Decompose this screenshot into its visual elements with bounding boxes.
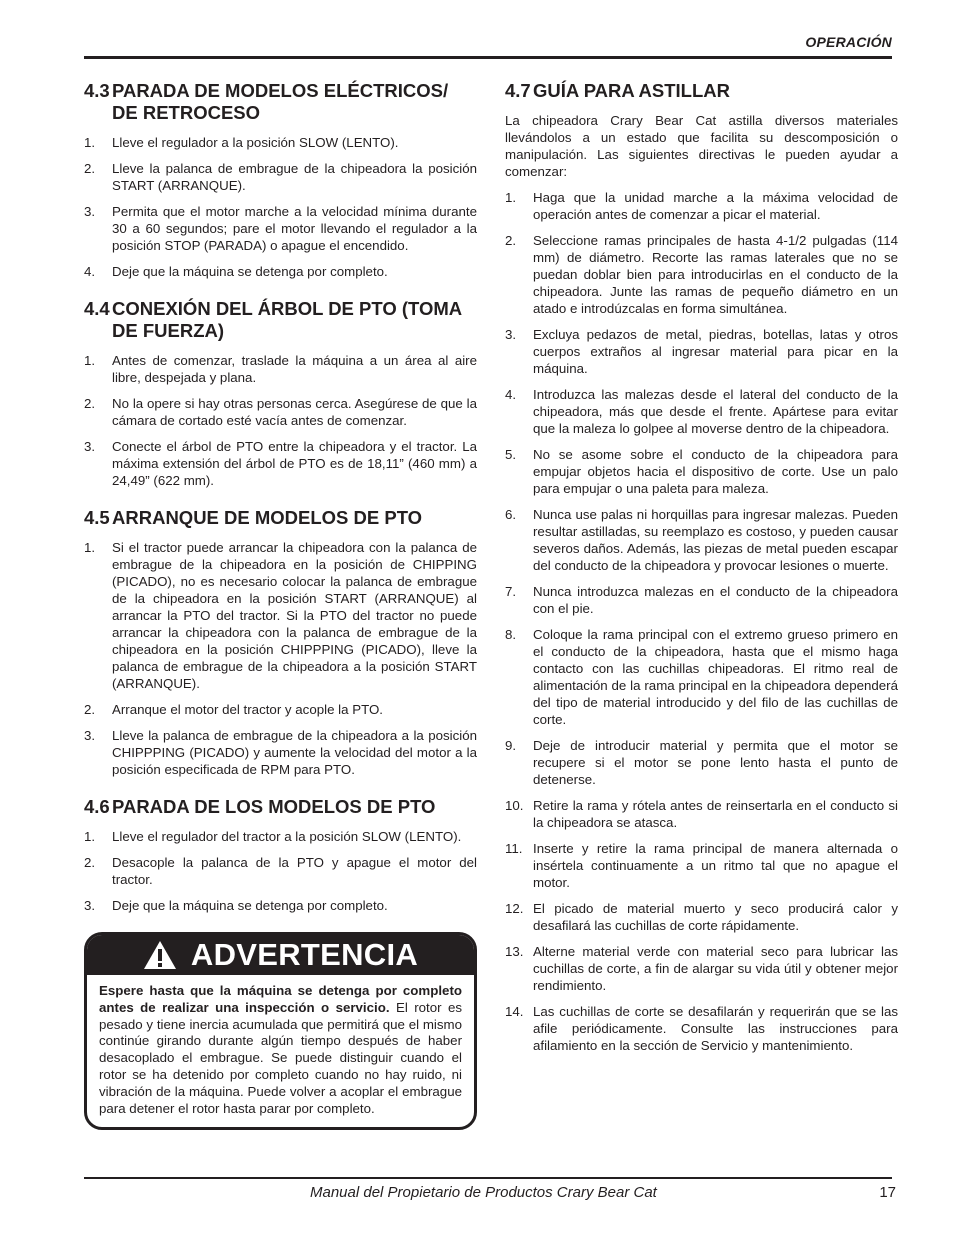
- list-item: [84, 854, 477, 888]
- item-number: 3.: [84, 439, 96, 454]
- item-text: Coloque la rama principal con el extremo grueso primero en el conducto de la chipeadora, hasta que el mismo haga contacto con las cuchillas chipeadoras. El ritmo real de alimentación de la rama principal en la chipeadora dependerá del tipo de material introducido y del filo de las cuchillas de corte.: [533, 627, 898, 727]
- section-number: 4.4: [84, 298, 110, 319]
- item-text: Excluya pedazos de metal, piedras, botellas, latas y otros cuerpos extraños al ingresar material para picar en la máquina.: [533, 327, 898, 376]
- list-item: [505, 737, 898, 788]
- list-item: [505, 900, 898, 934]
- list-item: [505, 232, 898, 317]
- item-text: Arranque el motor del tractor y acople la PTO.: [112, 702, 383, 717]
- item-text: Alterne material verde con material seco para lubricar las cuchillas de corte, a fin de alargar su vida útil y obtener mejor rendimiento.: [533, 944, 898, 993]
- item-text: Lleve el regulador del tractor a la posición SLOW (LENTO).: [112, 829, 462, 844]
- item-text: Si el tractor puede arrancar la chipeadora con la palanca de embrague de la chipeadora en la posición de CHIPPING (PICADO), no es necesario colocar la palanca de embrague de la chipeadora en la posición START (ARRANQUE) al arrancar la PTO del tractor. Si la PTO del tractor no puede arrancar la chipeadora con la palanca de embrague de la chipeadora en la posición CHIPPPING (PICADO), lleve la palanca de embrague de la chipeadora a la posición START (ARRANQUE).: [112, 540, 477, 691]
- step-list: [84, 352, 477, 489]
- item-number: 9.: [505, 738, 517, 753]
- item-number: 11.: [505, 841, 523, 856]
- item-text: Permita que el motor marche a la velocidad mínima durante 30 a 60 segundos; pare el motor llevando el regulador a la posición STOP (PARADA) o apague el encendido.: [112, 204, 477, 253]
- section-title: PARADA DE LOS MODELOS DE PTO: [112, 796, 436, 817]
- item-number: 2.: [84, 855, 96, 870]
- list-item: [505, 446, 898, 497]
- section-number: 4.5: [84, 507, 110, 528]
- item-number: 1.: [84, 135, 96, 150]
- section-4-7: [505, 80, 898, 1054]
- item-number: 1.: [505, 190, 517, 205]
- chipping-guide-list: [505, 189, 898, 1054]
- section-number: 4.7: [505, 80, 531, 101]
- item-number: 1.: [84, 540, 96, 555]
- list-item: [505, 626, 898, 728]
- item-number: 3.: [84, 898, 96, 913]
- item-text: Lleve el regulador a la posición SLOW (LENTO).: [112, 135, 399, 150]
- item-number: 6.: [505, 507, 517, 522]
- header-rule: [84, 56, 892, 59]
- item-number: 4.: [505, 387, 517, 402]
- list-item: [505, 189, 898, 223]
- section-title: PARADA DE MODELOS ELÉCTRICOS/ DE RETROCESO: [112, 80, 449, 123]
- list-item: [84, 263, 477, 280]
- section-title: CONEXIÓN DEL ÁRBOL DE PTO (TOMA DE FUERZA): [112, 298, 462, 341]
- item-text: Haga que la unidad marche a la máxima velocidad de operación antes de comenzar a picar el material.: [533, 190, 898, 222]
- item-text: Deje de introducir material y permita que el motor se recupere si el motor se pone lento hasta el punto de detenerse.: [533, 738, 898, 787]
- item-number: 8.: [505, 627, 517, 642]
- item-number: 5.: [505, 447, 517, 462]
- item-number: 13.: [505, 944, 524, 959]
- list-item: [84, 701, 477, 718]
- section-4-5: [84, 507, 477, 778]
- list-item: [84, 134, 477, 151]
- step-list: [84, 134, 477, 280]
- list-item: [84, 828, 477, 845]
- item-text: Lleve la palanca de embrague de la chipeadora a la posición CHIPPPING (PICADO) y aumente la velocidad del motor a la posición especificada de RPM para PTO.: [112, 728, 477, 777]
- list-item: [84, 352, 477, 386]
- item-text: Las cuchillas de corte se desafilarán y requerirán que se las afile periódicamente. Consulte las instrucciones para afilamiento en la sección de Servicio y mantenimiento.: [533, 1004, 898, 1053]
- item-text: Nunca use palas ni horquillas para ingresar malezas. Pueden resultar astilladas, su reemplazo es costoso, y pueden causar severos daños. Además, las piezas de metal pueden escapar del conducto de la chipeadora y provocar lesiones o muerte.: [533, 507, 898, 573]
- list-item: [505, 943, 898, 994]
- list-item: [84, 438, 477, 489]
- list-item: [84, 203, 477, 254]
- warning-body: [87, 975, 474, 1127]
- section-heading: [84, 298, 477, 342]
- warning-title: ADVERTENCIA: [190, 937, 419, 972]
- item-number: 2.: [84, 161, 96, 176]
- section-4-4: [84, 298, 477, 489]
- list-item: [505, 506, 898, 574]
- list-item: [505, 326, 898, 377]
- section-heading: [505, 80, 898, 102]
- item-number: 12.: [505, 901, 524, 916]
- item-text: Inserte y retire la rama principal de manera alternada o insértela continuamente a un ritmo tal que no apague el motor.: [533, 841, 898, 890]
- item-number: 2.: [505, 233, 517, 248]
- item-number: 4.: [84, 264, 96, 279]
- list-item: [505, 386, 898, 437]
- section-intro: La chipeadora Crary Bear Cat astilla diversos materiales llevándolos a un estado que facilita su descomposición o manipulación. Las siguientes directivas le pueden ayudar a comenzar:: [505, 113, 898, 179]
- item-number: 14.: [505, 1004, 524, 1019]
- item-number: 1.: [84, 829, 96, 844]
- section-number: 4.6: [84, 796, 110, 817]
- section-title: ARRANQUE DE MODELOS DE PTO: [112, 507, 423, 528]
- item-text: Deje que la máquina se detenga por completo.: [112, 898, 388, 913]
- item-text: Introduzca las malezas desde el lateral del conducto de la chipeadora, más que desde el frente. Apártese para evitar que la maleza lo golpee al moverse dentro de la chipeadora.: [533, 387, 898, 436]
- warning-text: El rotor es pesado y tiene inercia acumulada que permitirá que el mismo continúe girando durante algún tiempo después de haber desacoplado el embrague. Se puede distinguir cuando el rotor se ha detenido por completo cuando no hay ruido, ni vibración de la máquina. Puede volver a acoplar el embrague para detener el rotor hasta parar por completo.: [99, 999, 462, 1116]
- item-text: No la opere si hay otras personas cerca. Asegúrese de que la cámara de cortado esté vacía antes de comenzar.: [112, 396, 477, 428]
- left-sections: [84, 80, 477, 914]
- section-heading: [84, 80, 477, 124]
- list-item: [84, 727, 477, 778]
- warning-header: [87, 935, 474, 975]
- item-number: 10.: [505, 798, 524, 813]
- item-text: No se asome sobre el conducto de la chipeadora para empujar objetos hacia el dispositivo de corte. Use un palo para empujar o una paleta para maleza.: [533, 447, 898, 496]
- section-number: 4.3: [84, 80, 110, 101]
- item-text: Desacople la palanca de la PTO y apague el motor del tractor.: [112, 855, 477, 887]
- running-header-title: OPERACIÓN: [805, 34, 892, 50]
- item-number: 2.: [84, 702, 96, 717]
- item-number: 2.: [84, 396, 96, 411]
- list-item: [84, 897, 477, 914]
- item-number: 7.: [505, 584, 517, 599]
- section-4-3: [84, 80, 477, 280]
- list-item: [505, 1003, 898, 1054]
- section-title: GUÍA PARA ASTILLAR: [533, 80, 730, 101]
- footer-rule: [84, 1177, 892, 1179]
- warning-box: [84, 932, 477, 1130]
- item-text: Nunca introduzca malezas en el conducto de la chipeadora con el pie.: [533, 584, 898, 616]
- footer-manual-title: Manual del Propietario de Productos Crary Bear Cat: [310, 1184, 657, 1201]
- list-item: [84, 395, 477, 429]
- list-item: [84, 160, 477, 194]
- step-list: [84, 828, 477, 914]
- section-heading: [84, 796, 477, 818]
- step-list: [84, 539, 477, 778]
- item-number: 1.: [84, 353, 96, 368]
- page-number: 17: [879, 1184, 896, 1201]
- item-text: Lleve la palanca de embrague de la chipeadora la posición START (ARRANQUE).: [112, 161, 477, 193]
- left-column: [84, 80, 477, 1130]
- list-item: [505, 797, 898, 831]
- item-text: Antes de comenzar, traslade la máquina a un área al aire libre, despejada y plana.: [112, 353, 477, 385]
- section-4-6: [84, 796, 477, 914]
- item-number: 3.: [84, 728, 96, 743]
- warning-bold-text: Espere hasta que la máquina se detenga por completo antes de realizar una inspección o servicio.: [99, 983, 462, 1015]
- right-column: [505, 80, 898, 1072]
- section-heading: [84, 507, 477, 529]
- item-number: 3.: [84, 204, 96, 219]
- item-text: Deje que la máquina se detenga por completo.: [112, 264, 388, 279]
- list-item: [84, 539, 477, 692]
- item-text: Conecte el árbol de PTO entre la chipeadora y el tractor. La máxima extensión del árbol de PTO es de 18,11” (460 mm) a 24,49” (622 mm).: [112, 439, 477, 488]
- item-text: Retire la rama y rótela antes de reinsertarla en el conducto si la chipeadora se atasca.: [533, 798, 898, 830]
- list-item: [505, 583, 898, 617]
- item-text: El picado de material muerto y seco producirá calor y desafilará las cuchillas de corte rápidamente.: [533, 901, 898, 933]
- item-number: 3.: [505, 327, 517, 342]
- item-text: Seleccione ramas principales de hasta 4-1/2 pulgadas (114 mm) de diámetro. Recorte las ramas laterales que no se puedan doblar bien para introducirlas en el conducto de la chipeadora. Junte las ramas de pequeño diámetro en un atado e introdúzcalas en forma simultánea.: [533, 233, 898, 316]
- warning-triangle-icon: [143, 940, 177, 970]
- list-item: [505, 840, 898, 891]
